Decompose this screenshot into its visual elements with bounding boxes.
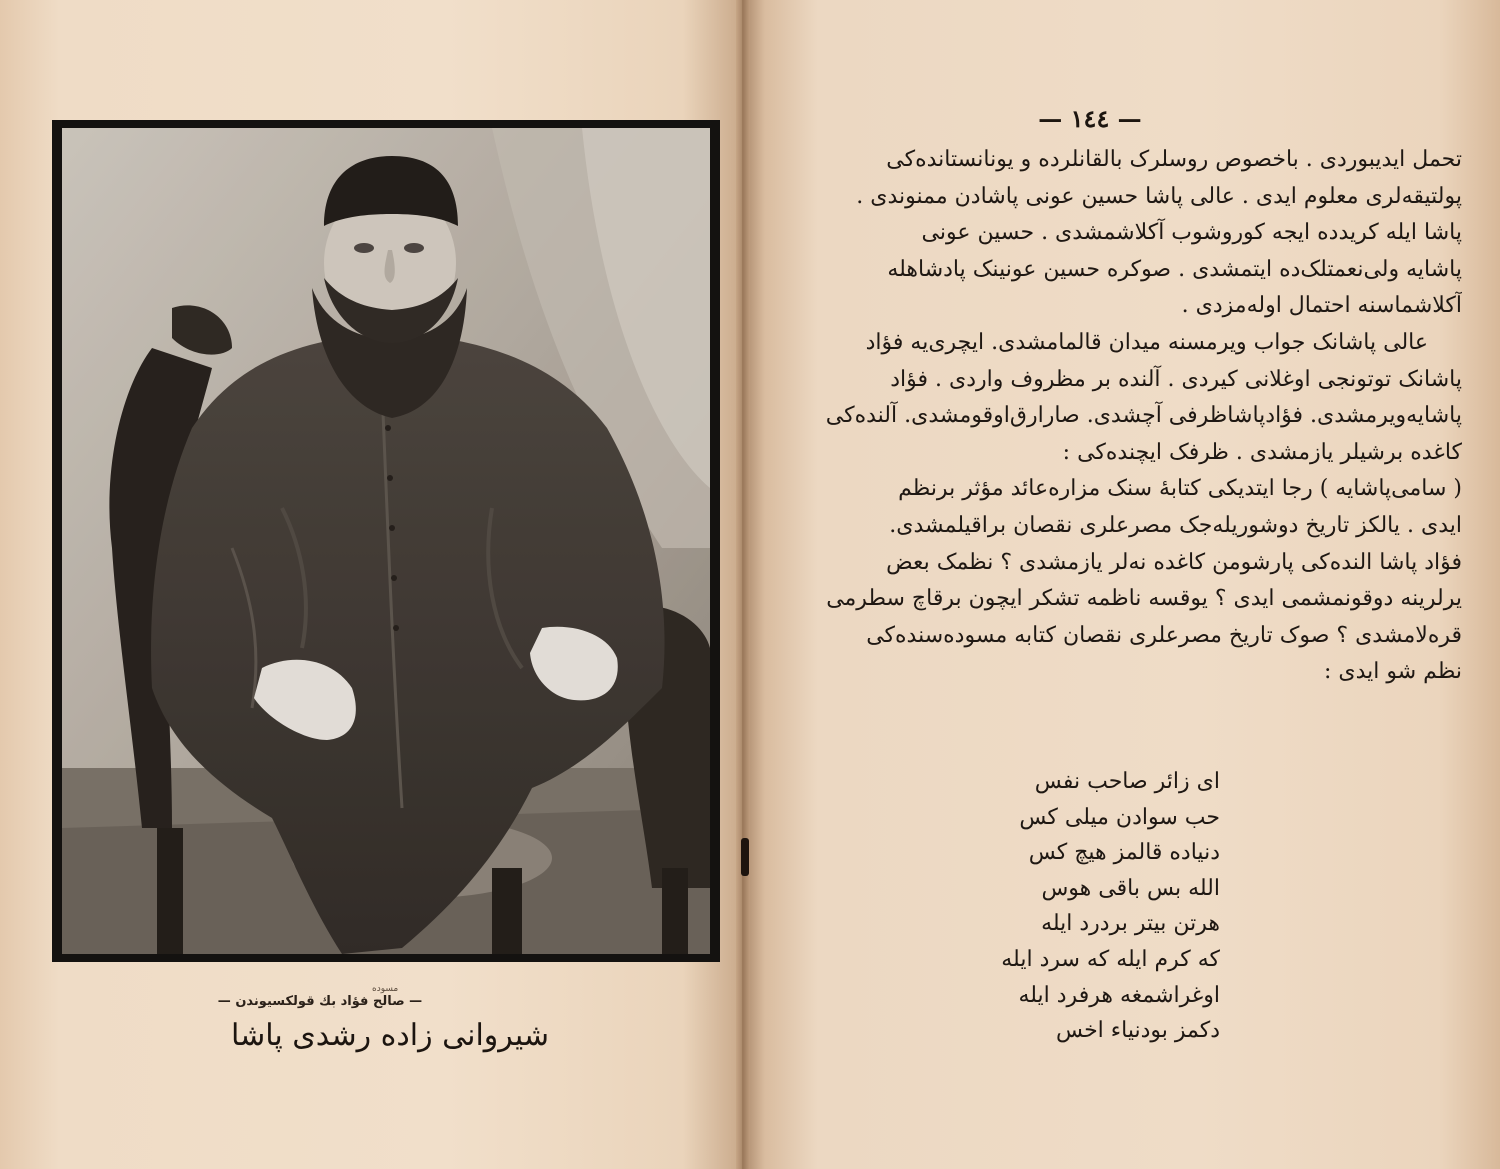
portrait-photo [62, 128, 710, 954]
caption-tiny-mark: مسوده [372, 984, 399, 994]
text-line: فؤاد پاشا الندەکی پارشومن کاغده نه‌لر یازمشدی ؟ نظمک بعض [886, 549, 1462, 575]
text-line: عالی پاشانک جواب ویرمسنه میدان قالمامشدی. ایچری‌یه فؤاد [865, 329, 1428, 355]
poem [990, 764, 1220, 1049]
text-line: نظم شو ایدی : [1323, 659, 1462, 685]
poem-verse: هرتن بیتر بردرد ایله [1041, 911, 1220, 937]
text-line: قره‌لامشدی ؟ صوک تاریخ مصرعلری نقصان کتابه مسوده‌سنده‌کی [866, 622, 1462, 648]
text-line: پاشایه ولی‌نعمتلک‌ده ایتمشدی . صوکره حسین عونینک پادشاهله [887, 256, 1462, 282]
text-line: تحمل ایدیبوردی . باخصوص روسلرک بالقانلرده و یونانستانده‌کی [886, 147, 1462, 172]
left-page [0, 0, 742, 1169]
text-line: ( سامی‌پاشایه ) رجا ایتدیکی کتابهٔ سنک مزاره‌عائد مؤثر برنظم [898, 476, 1462, 502]
page-number: — ١٤٤ — [1038, 104, 1142, 133]
body-text [790, 142, 1462, 691]
binding-thread [741, 838, 749, 876]
portrait-plate [52, 120, 720, 962]
text-line: پاشانک توتونجی اوغلانی کیردی . آلنده بر مظروف واردی . فؤاد [890, 366, 1462, 392]
text-line: یرلرینه دوقونمشمی ایدی ؟ یوقسه ناظمه تشکر ایچون برقاچ سطرمی [826, 586, 1462, 612]
poem-verse: الله بس باقی هوس [1041, 875, 1220, 901]
text-line: آکلاشماسنه احتمال اوله‌مزدی . [1181, 293, 1462, 319]
text-line: کاغده برشیلر یازمشدی . ظرفک ایچنده‌کی : [1062, 439, 1462, 465]
text-line: پاشایه‌ویرمشدی. فؤادپاشاظرفی آچشدی. صارارق‌اوقومشدی. آلنده‌کی [825, 403, 1462, 429]
poem-verse: که کرم ایله که سرد ایله [1001, 946, 1220, 972]
text-line: ایدی . یالکز تاریخ دوشوریله‌جک مصرعلری نقصان براقیلمشدی. [889, 512, 1462, 538]
poem-verse: حب سوادن میلی کس [1019, 804, 1220, 830]
poem-verse: دکمز بودنیاء اخس [1056, 1018, 1220, 1044]
caption-credit: — صالح فؤاد بك قولكسيوندن — [217, 994, 423, 1009]
poem-verse: ای زائر صاحب نفس [1034, 769, 1220, 794]
poem-verse: دنیاده قالمز هیچ کس [1028, 840, 1220, 866]
portrait-illustration [62, 128, 710, 954]
text-line: پولتیقه‌لری معلوم ایدی . عالی پاشا حسین عونی پاشادن ممنوندی . [856, 183, 1462, 209]
caption-title: شیروانی زاده رشدی پاشا [230, 1018, 550, 1053]
poem-verse: اوغراشمغه هرفرد ایله [1018, 982, 1220, 1008]
book-gutter [736, 0, 750, 1169]
text-line: پاشا ایله کریدده ایجه کوروشوب آکلاشمشدی . حسین عونی [921, 220, 1462, 246]
